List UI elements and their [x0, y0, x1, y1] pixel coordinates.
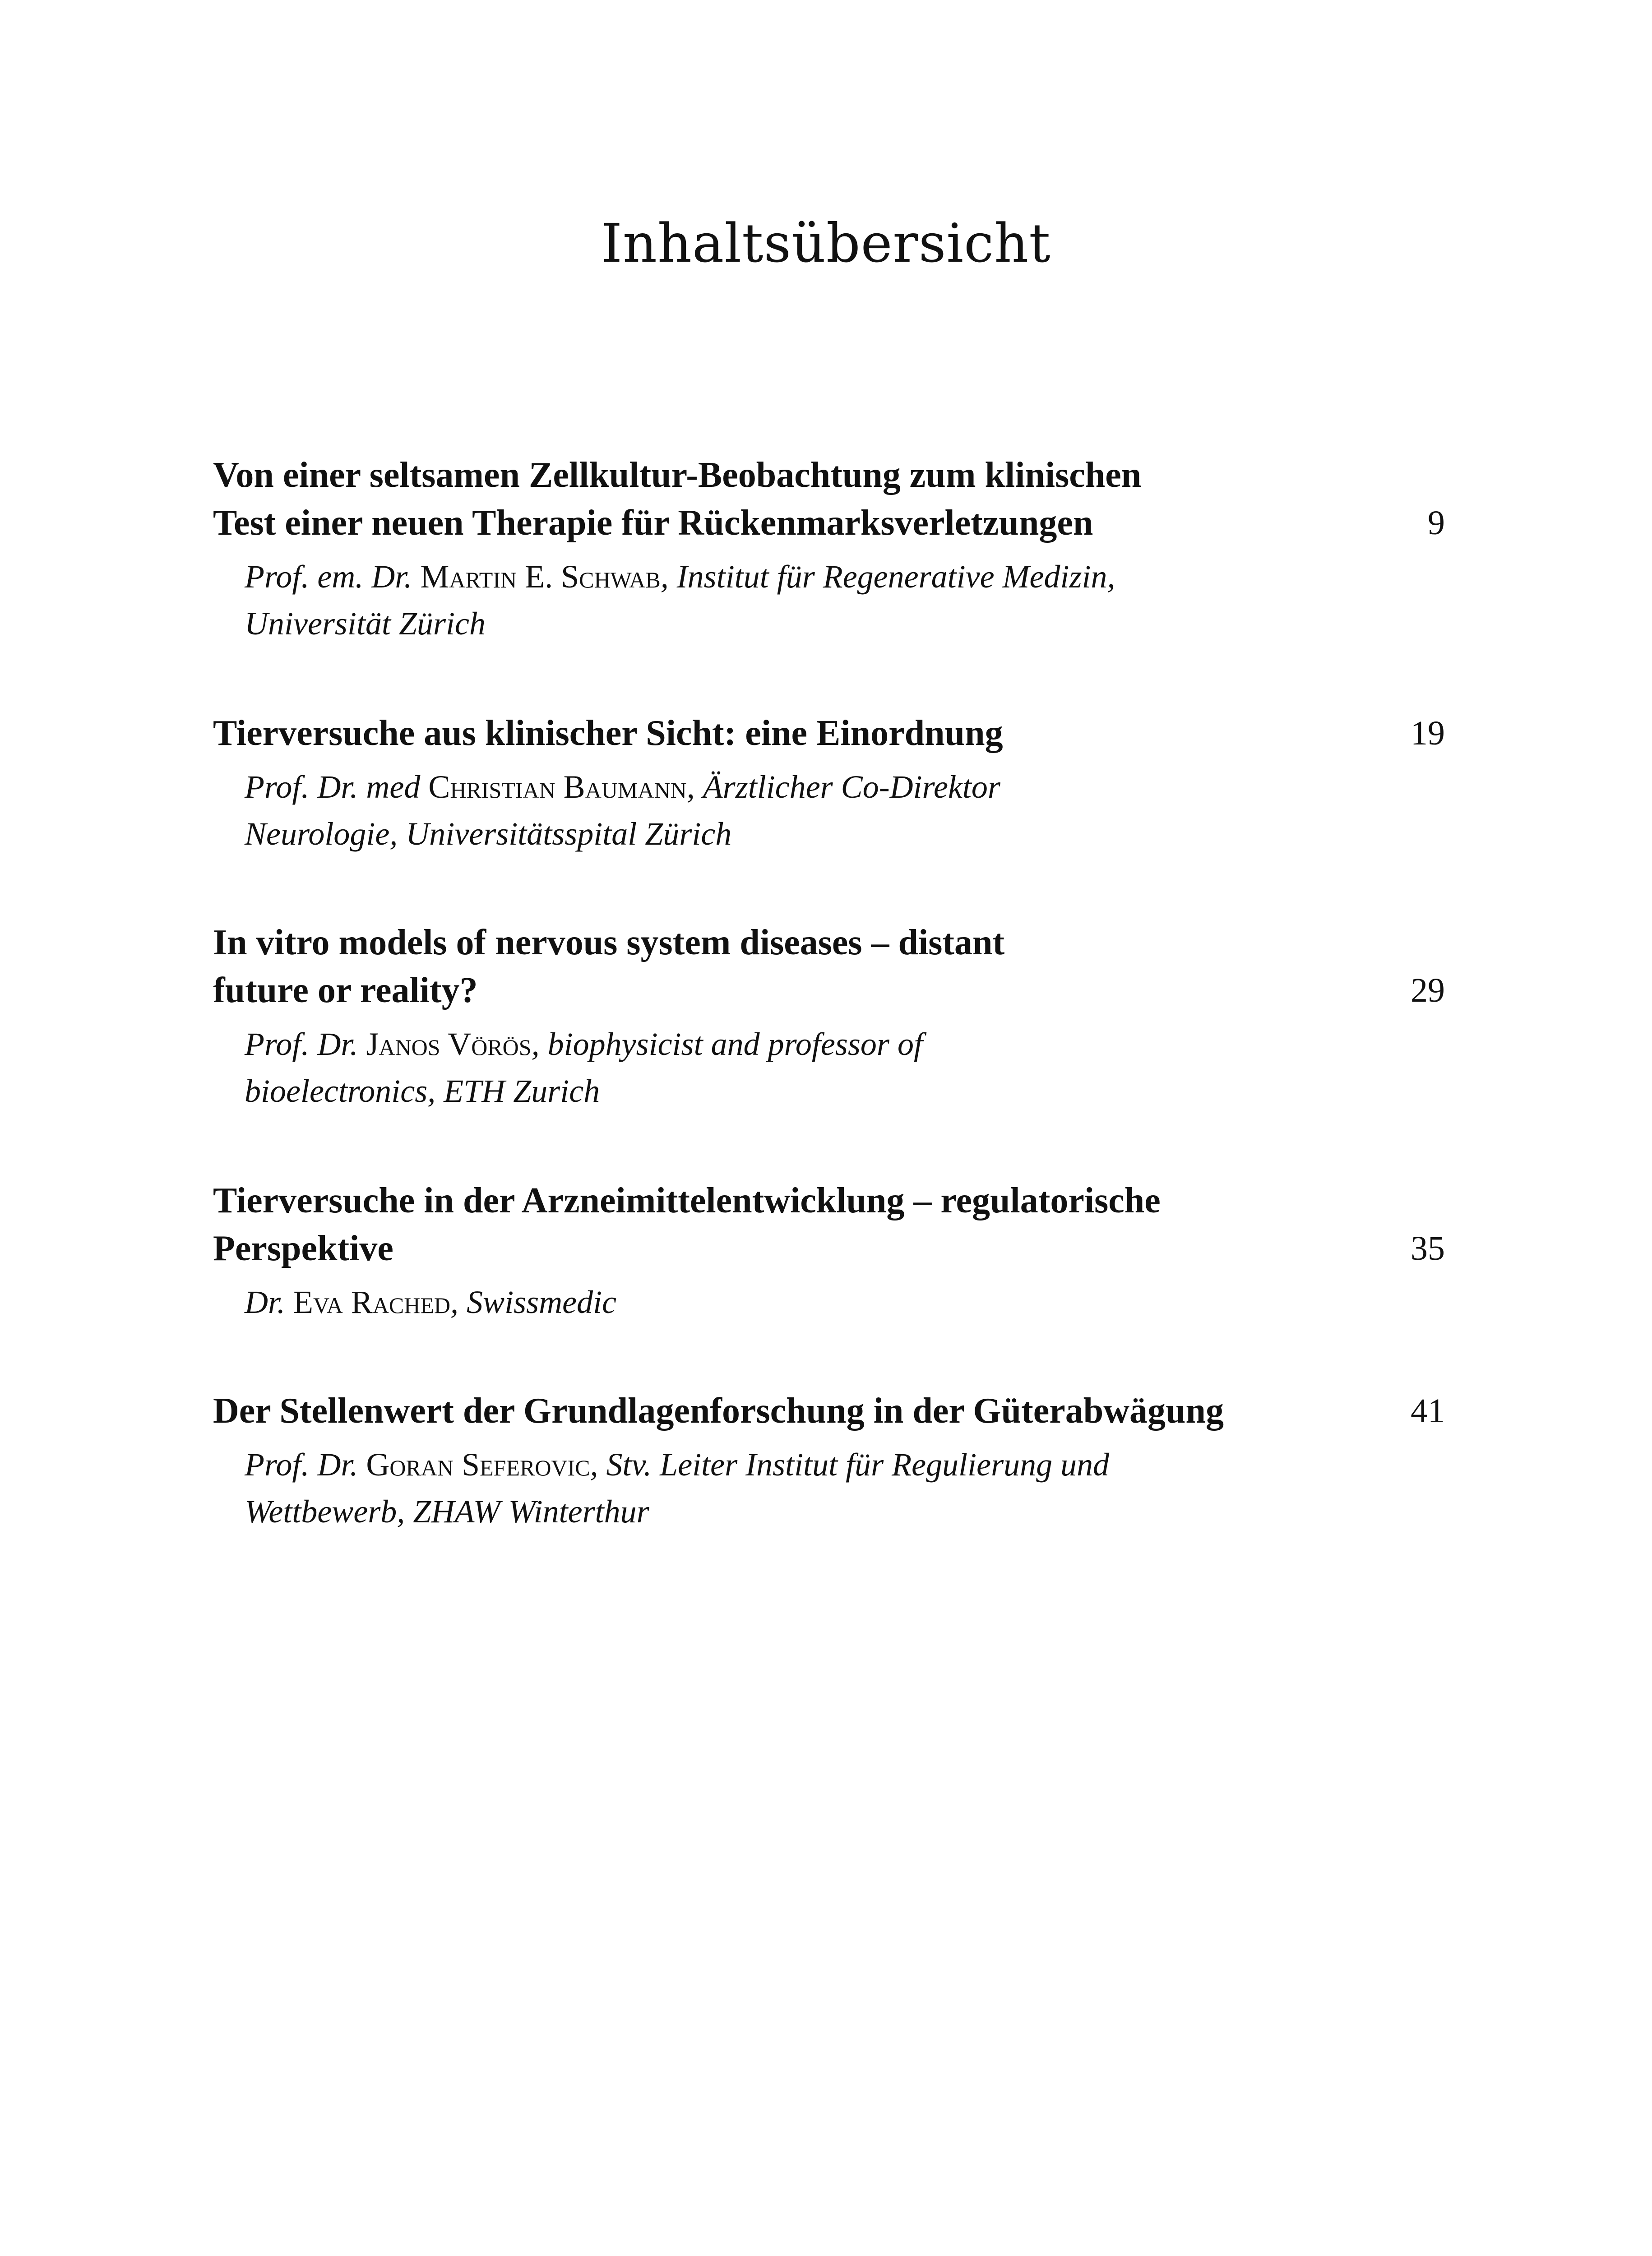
entry-title-line: Test einer neuen Therapie für Rückenmarksverletzungen: [213, 503, 1093, 543]
author-prefix: Prof. Dr.: [245, 1026, 366, 1062]
author-name: Janos Vörös: [366, 1026, 532, 1062]
entry-page-number[interactable]: 35: [1411, 1230, 1445, 1267]
entry-title-line: Perspektive: [213, 1229, 393, 1268]
toc-entry: [213, 709, 1445, 857]
author-affiliation: Universität Zürich: [245, 606, 486, 642]
toc-entry: [213, 919, 1445, 1114]
author-affiliation: Neurologie, Universitätsspital Zürich: [245, 816, 732, 852]
entry-title-line: future or reality?: [213, 971, 478, 1010]
entry-title[interactable]: [213, 1177, 1350, 1272]
toc-entry: [213, 1177, 1445, 1326]
author-affiliation: , Ärztlicher Co-Direktor: [686, 769, 1000, 805]
author-prefix: Prof. Dr.: [245, 1447, 366, 1483]
entry-author: [245, 1021, 1237, 1114]
entry-title-line: Der Stellenwert der Grundlagenforschung in der Güterabwägung: [213, 1391, 1224, 1431]
entry-page-number[interactable]: 29: [1411, 971, 1445, 1009]
author-name: Christian Baumann: [428, 769, 687, 805]
entry-title[interactable]: [213, 709, 1350, 757]
author-prefix: Dr.: [245, 1284, 294, 1320]
entry-author: [245, 1441, 1237, 1535]
toc-entry: [213, 1387, 1445, 1535]
author-affiliation: , Stv. Leiter Institut für Regulierung und: [590, 1447, 1110, 1483]
entry-page-number[interactable]: 9: [1428, 504, 1445, 542]
entry-title-line: Tierversuche aus klinischer Sicht: eine Einordnung: [213, 713, 1003, 753]
toc-entry: [213, 451, 1445, 647]
author-prefix: Prof. em. Dr.: [245, 559, 421, 595]
page-title: Inhaltsübersicht: [601, 212, 1051, 274]
entry-page-number[interactable]: 19: [1411, 714, 1445, 752]
entry-page-number[interactable]: 41: [1411, 1392, 1445, 1430]
entry-title-line: In vitro models of nervous system diseases – distant: [213, 923, 1005, 962]
entry-author: [245, 763, 1237, 857]
author-prefix: Prof. Dr. med: [245, 769, 429, 805]
author-affiliation: , biophysicist and professor of: [531, 1026, 923, 1062]
entry-author: [245, 553, 1237, 647]
entry-title[interactable]: [213, 1387, 1350, 1435]
author-name: Martin E. Schwab: [420, 559, 661, 595]
author-name: Goran Seferovic: [366, 1447, 590, 1483]
entry-title[interactable]: [213, 451, 1350, 547]
entry-title-line: Tierversuche in der Arzneimittelentwicklung – regulatorische: [213, 1181, 1161, 1220]
author-affiliation: bioelectronics, ETH Zurich: [245, 1073, 600, 1109]
entry-title[interactable]: [213, 919, 1350, 1014]
entry-title-line: Von einer seltsamen Zellkultur-Beobachtung zum klinischen: [213, 455, 1142, 495]
author-name: Eva Rached: [293, 1284, 451, 1320]
author-affiliation: Wettbewerb, ZHAW Winterthur: [245, 1493, 649, 1530]
author-affiliation: , Institut für Regenerative Medizin,: [660, 559, 1115, 595]
author-affiliation: , Swissmedic: [450, 1284, 617, 1320]
entry-author: [245, 1279, 1237, 1326]
